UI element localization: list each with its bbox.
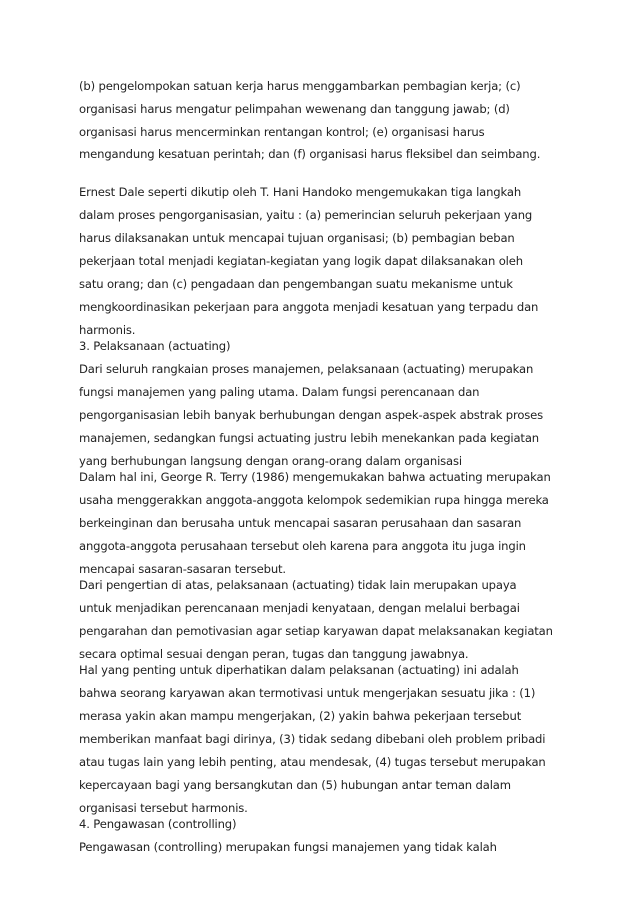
paragraph-line: atau tugas lain yang lebih penting, atau mendesak, (4) tugas tersebut merupakan (79, 755, 546, 769)
paragraph-line: mengandung kesatuan perintah; dan (f) organisasi harus fleksibel dan seimbang. (79, 147, 541, 161)
paragraph-line: Dari seluruh rangkaian proses manajemen, pelaksanaan (actuating) merupakan (79, 362, 534, 376)
paragraph-line: harmonis. (79, 323, 136, 337)
paragraph-line: untuk menjadikan perencanaan menjadi kenyataan, dengan melalui berbagai (79, 601, 520, 615)
paragraph-line: satu orang; dan (c) pengadaan dan pengembangan suatu mekanisme untuk (79, 277, 513, 291)
paragraph-line: (b) pengelompokan satuan kerja harus menggambarkan pembagian kerja; (c) (79, 79, 521, 93)
paragraph-line: kepercayaan bagi yang bersangkutan dan (5) hubungan antar teman dalam (79, 778, 511, 792)
paragraph-line: harus dilaksanakan untuk mencapai tujuan organisasi; (b) pembagian beban (79, 231, 515, 245)
paragraph-line: pengarahan dan pemotivasian agar setiap karyawan dapat melaksanakan kegiatan (79, 624, 553, 638)
paragraph-line: pengorganisasian lebih banyak berhubungan dengan aspek-aspek abstrak proses (79, 408, 544, 422)
paragraph-line: organisasi harus mencerminkan rentangan kontrol; (e) organisasi harus (79, 125, 485, 139)
paragraph-line: Pengawasan (controlling) merupakan fungsi manajemen yang tidak kalah (79, 840, 497, 854)
paragraph-line: usaha menggerakkan anggota-anggota kelompok sedemikian rupa hingga mereka (79, 493, 549, 507)
paragraph-line: berkeinginan dan berusaha untuk mencapai sasaran perusahaan dan sasaran (79, 516, 522, 530)
section-heading: 4. Pengawasan (controlling) (79, 817, 237, 831)
paragraph-line: Hal yang penting untuk diperhatikan dalam pelaksanan (actuating) ini adalah (79, 663, 519, 677)
paragraph-line: pekerjaan total menjadi kegiatan-kegiatan yang logik dapat dilaksanakan oleh (79, 254, 523, 268)
paragraph-line: mencapai sasaran-sasaran tersebut. (79, 562, 286, 576)
paragraph-line: Dalam hal ini, George R. Terry (1986) mengemukakan bahwa actuating merupakan (79, 470, 551, 484)
paragraph-line: fungsi manajemen yang paling utama. Dalam fungsi perencanaan dan (79, 385, 480, 399)
paragraph-line: organisasi harus mengatur pelimpahan wewenang dan tanggung jawab; (d) (79, 102, 510, 116)
paragraph-line: Ernest Dale seperti dikutip oleh T. Hani Handoko mengemukakan tiga langkah (79, 185, 522, 199)
paragraph-line: mengkoordinasikan pekerjaan para anggota menjadi kesatuan yang terpadu dan (79, 300, 539, 314)
paragraph-line: Dari pengertian di atas, pelaksanaan (actuating) tidak lain merupakan upaya (79, 578, 517, 592)
paragraph-line: yang berhubungan langsung dengan orang-orang dalam organisasi (79, 454, 462, 468)
paragraph-line: manajemen, sedangkan fungsi actuating justru lebih menekankan pada kegiatan (79, 431, 539, 445)
paragraph-line: dalam proses pengorganisasian, yaitu : (a) pemerincian seluruh pekerjaan yang (79, 208, 533, 222)
paragraph-line: bahwa seorang karyawan akan termotivasi untuk mengerjakan sesuatu jika : (1) (79, 686, 536, 700)
paragraph-line: memberikan manfaat bagi dirinya, (3) tidak sedang dibebani oleh problem pribadi (79, 732, 546, 746)
paragraph-line: anggota-anggota perusahaan tersebut oleh karena para anggota itu juga ingin (79, 539, 526, 553)
section-heading: 3. Pelaksanaan (actuating) (79, 339, 231, 353)
paragraph-line: secara optimal sesuai dengan peran, tugas dan tanggung jawabnya. (79, 647, 469, 661)
paragraph-line: organisasi tersebut harmonis. (79, 801, 248, 815)
paragraph-line: merasa yakin akan mampu mengerjakan, (2) yakin bahwa pekerjaan tersebut (79, 709, 522, 723)
